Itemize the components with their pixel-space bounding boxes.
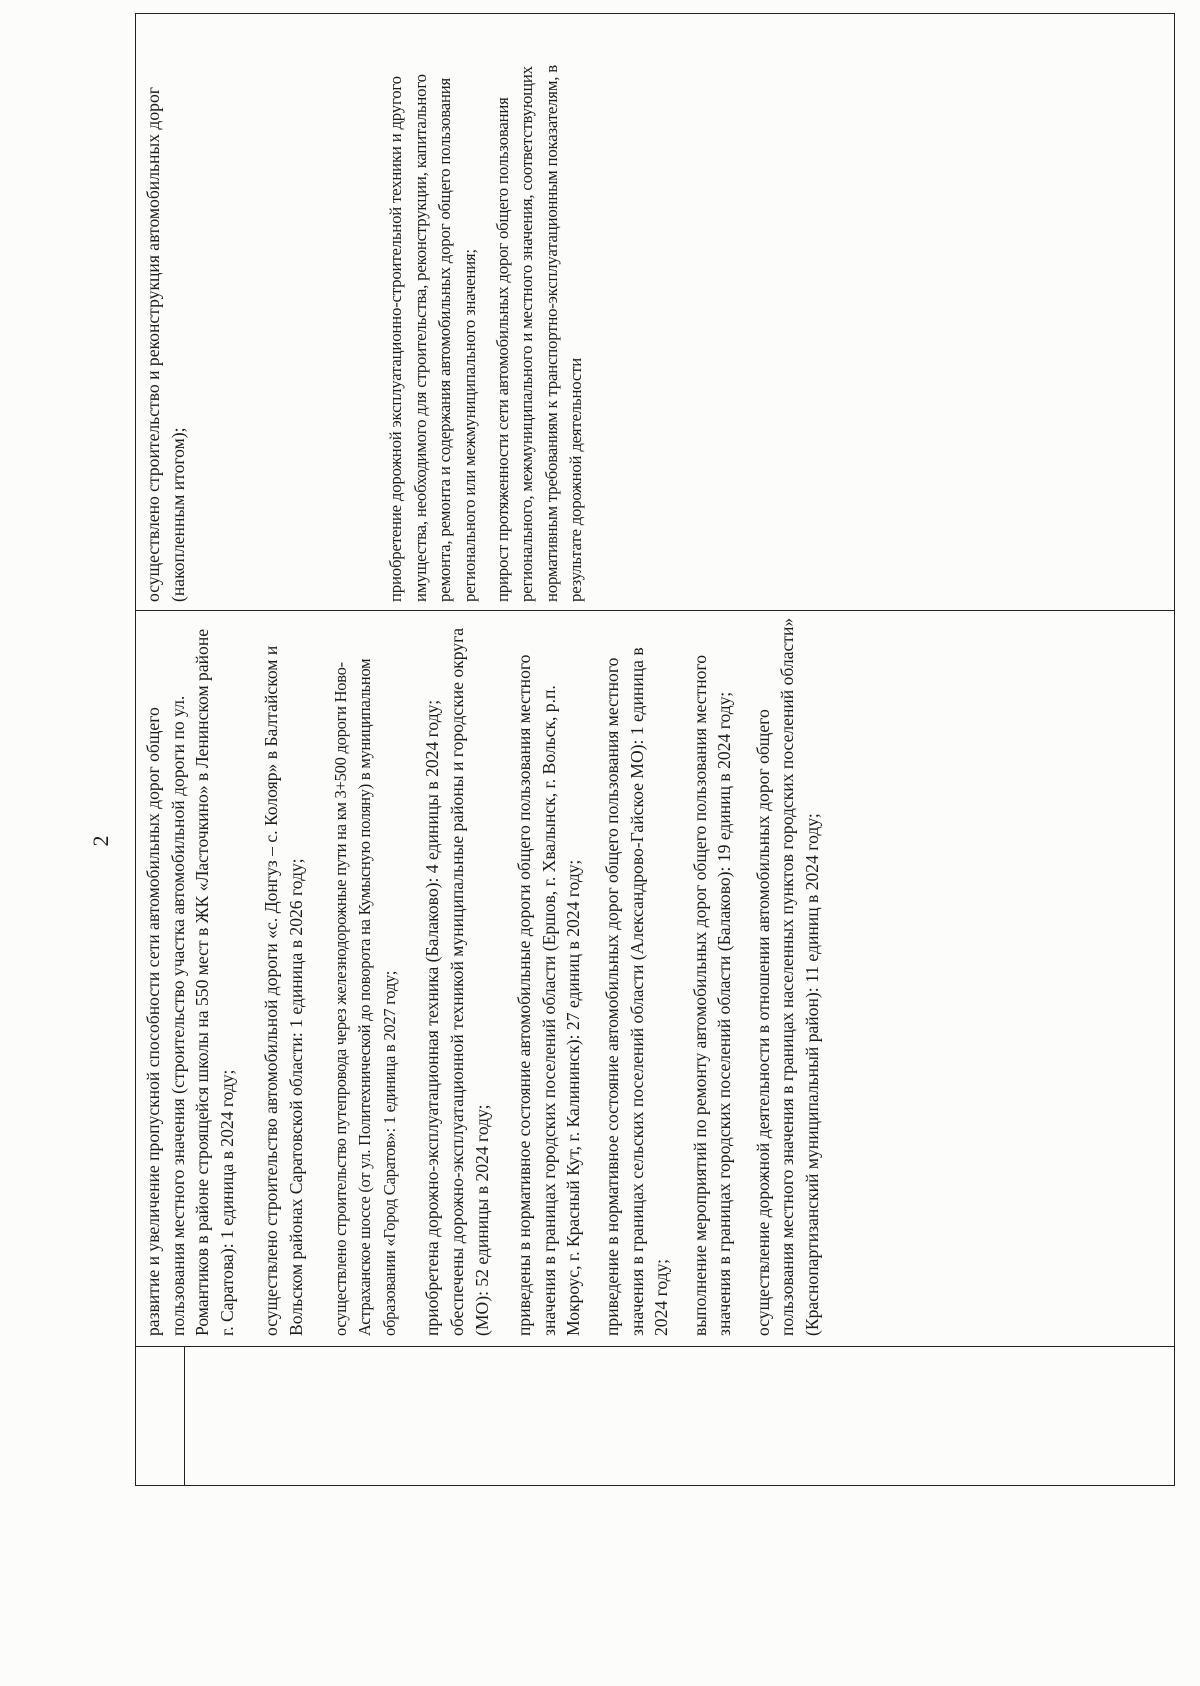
- indicator-item: приобретение дорожной эксплуатационно-строительной техники и другого имущества, необходимого для строительства, реконструкции, капитального ремонта, ремонта и содержания автомобильных дорог общего пользования регионального или межмуниципального значения;: [386, 74, 479, 602]
- table-column-results: [136, 610, 1174, 1347]
- indicator-item: прирост протяженности сети автомобильных дорог общего пользования регионального, межмуниципального и местного значения, соответствующих нормативным требованиям к транспортно-эксплуатационным показателям, в результате дорожной деятельности: [492, 65, 586, 602]
- result-item: приведены в нормативное состояние автомобильные дороги общего пользования местного значения в границах городских поселений области (Ершов, г. Хвалынск, г. Вольск, р.п. Мокроус, г. Красный Кут, г. Калининск): 27 единиц в 2024 году;: [514, 654, 584, 1336]
- table-column-empty: [136, 1347, 1174, 1485]
- result-item: осуществлено строительство путепровода через железнодорожные пути на км 3+500 дороги Ново-Астраханское шоссе (от ул. Политехнической до поворота на Кумысную поляну) в муниципальном образовании «Город Саратов»: 1 единица в 2027 году;: [330, 658, 399, 1336]
- table-cell-empty: [185, 1347, 1174, 1485]
- result-item: осуществлено строительство автомобильной дороги «с. Донгуз – с. Колояр» в Балтайском и Вольском районах Саратовской области: 1 единица в 2026 году;: [261, 645, 306, 1336]
- program-table: [135, 13, 1175, 1486]
- table-cell-empty-top: [136, 1347, 185, 1485]
- result-item: осуществление дорожной деятельности в отношении автомобильных дорог общего пользования местного значения в границах населенных пунктов городских поселений области» (Краснопартизанский муниципальный район): 11 единиц в 2024 году;: [752, 617, 823, 1336]
- result-item: приведение в нормативное состояние автомобильных дорог общего пользования местного значения в границах сельских поселений области (Александрово-Гайское МО): 1 единица в 2024 году;: [601, 647, 672, 1336]
- indicator-item: осуществлено строительство и реконструкция автомобильных дорог (накопленным итогом);: [143, 87, 188, 602]
- result-item: развитие и увеличение пропускной способности сети автомобильных дорог общего пользования местного значения (строительство участка автомобильной дороги по ул. Романтиков в районе строящейся школы на 550 мест в ЖК «Ласточкино» в Ленинском районе г. Саратова): 1 единица в 2024 году;: [143, 628, 237, 1336]
- page-number: 2: [88, 835, 113, 847]
- table-column-indicators: [136, 14, 1174, 610]
- result-item: приобретена дорожно-эксплуатационная техника (Балаково): 4 единицы в 2024 году; обеспечены дорожно-эксплуатационной техникой муниципальные районы и городские округа (МО): 52 единицы в 2024 году;: [422, 627, 492, 1336]
- result-item: выполнение мероприятий по ремонту автомобильных дорог общего пользования местного значения в границах городских поселений области (Балаково): 19 единиц в 2024 году;: [689, 654, 735, 1336]
